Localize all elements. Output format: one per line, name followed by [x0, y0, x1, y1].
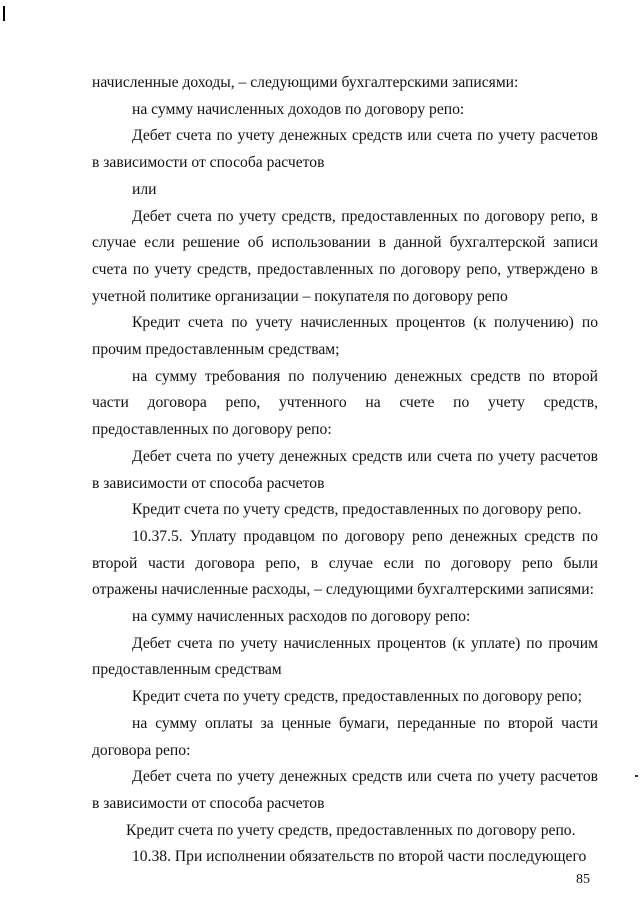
paragraph: Кредит счета по учету средств, предоставленных по договору репо; — [132, 688, 582, 706]
scan-dot-mark — [635, 775, 638, 777]
paragraph: на сумму требования по получению денежных средств по второй части договора репо, учтенного на счете по учету средств, предоставленных по договору репо: — [92, 367, 598, 439]
paragraph: начисленные доходы, – следующими бухгалтерскими записями: — [92, 74, 519, 91]
paragraph: 10.37.5. Уплату продавцом по договору репо денежных средств по второй части договора репо, в случае если по договору репо были отражены начисленные расходы, – следующими бухгалтерскими записями: — [92, 527, 598, 599]
paragraph: на сумму начисленных доходов по договору репо: — [132, 100, 465, 118]
paragraph: Дебет счета по учету начисленных процентов (к уплате) по прочим предоставленным средствам — [92, 634, 598, 679]
paragraph: Дебет счета по учету средств, предоставленных по договору репо, в случае если решение об использовании в данной бухгалтерской записи счета по учету средств, предоставленных по договору репо, утверждено в учетной политике организации – покупателя по договору репо — [92, 207, 598, 305]
paragraph: Кредит счета по учету начисленных процентов (к получению) по прочим предоставленным средствам; — [92, 314, 598, 359]
paragraph: или — [132, 180, 157, 198]
paragraph: Дебет счета по учету денежных средств или счета по учету расчетов в зависимости от способа расчетов — [92, 447, 598, 492]
paragraph: на сумму оплаты за ценные бумаги, переданные по второй части договора репо: — [92, 714, 598, 759]
paragraph: 10.38. При исполнении обязательств по второй части последующего — [132, 848, 587, 866]
page-number: 85 — [576, 872, 590, 887]
paragraph: на сумму начисленных расходов по договору репо: — [132, 608, 471, 626]
scan-margin-mark — [3, 6, 5, 21]
paragraph: Дебет счета по учету денежных средств или счета по учету расчетов в зависимости от способа расчетов — [92, 127, 598, 172]
paragraph: Кредит счета по учету средств, предоставленных по договору репо. — [126, 821, 576, 839]
paragraph: Дебет счета по учету денежных средств или счета по учету расчетов в зависимости от способа расчетов — [92, 768, 598, 812]
document-body — [92, 70, 598, 871]
paragraph: Кредит счета по учету средств, предоставленных по договору репо. — [132, 501, 582, 519]
